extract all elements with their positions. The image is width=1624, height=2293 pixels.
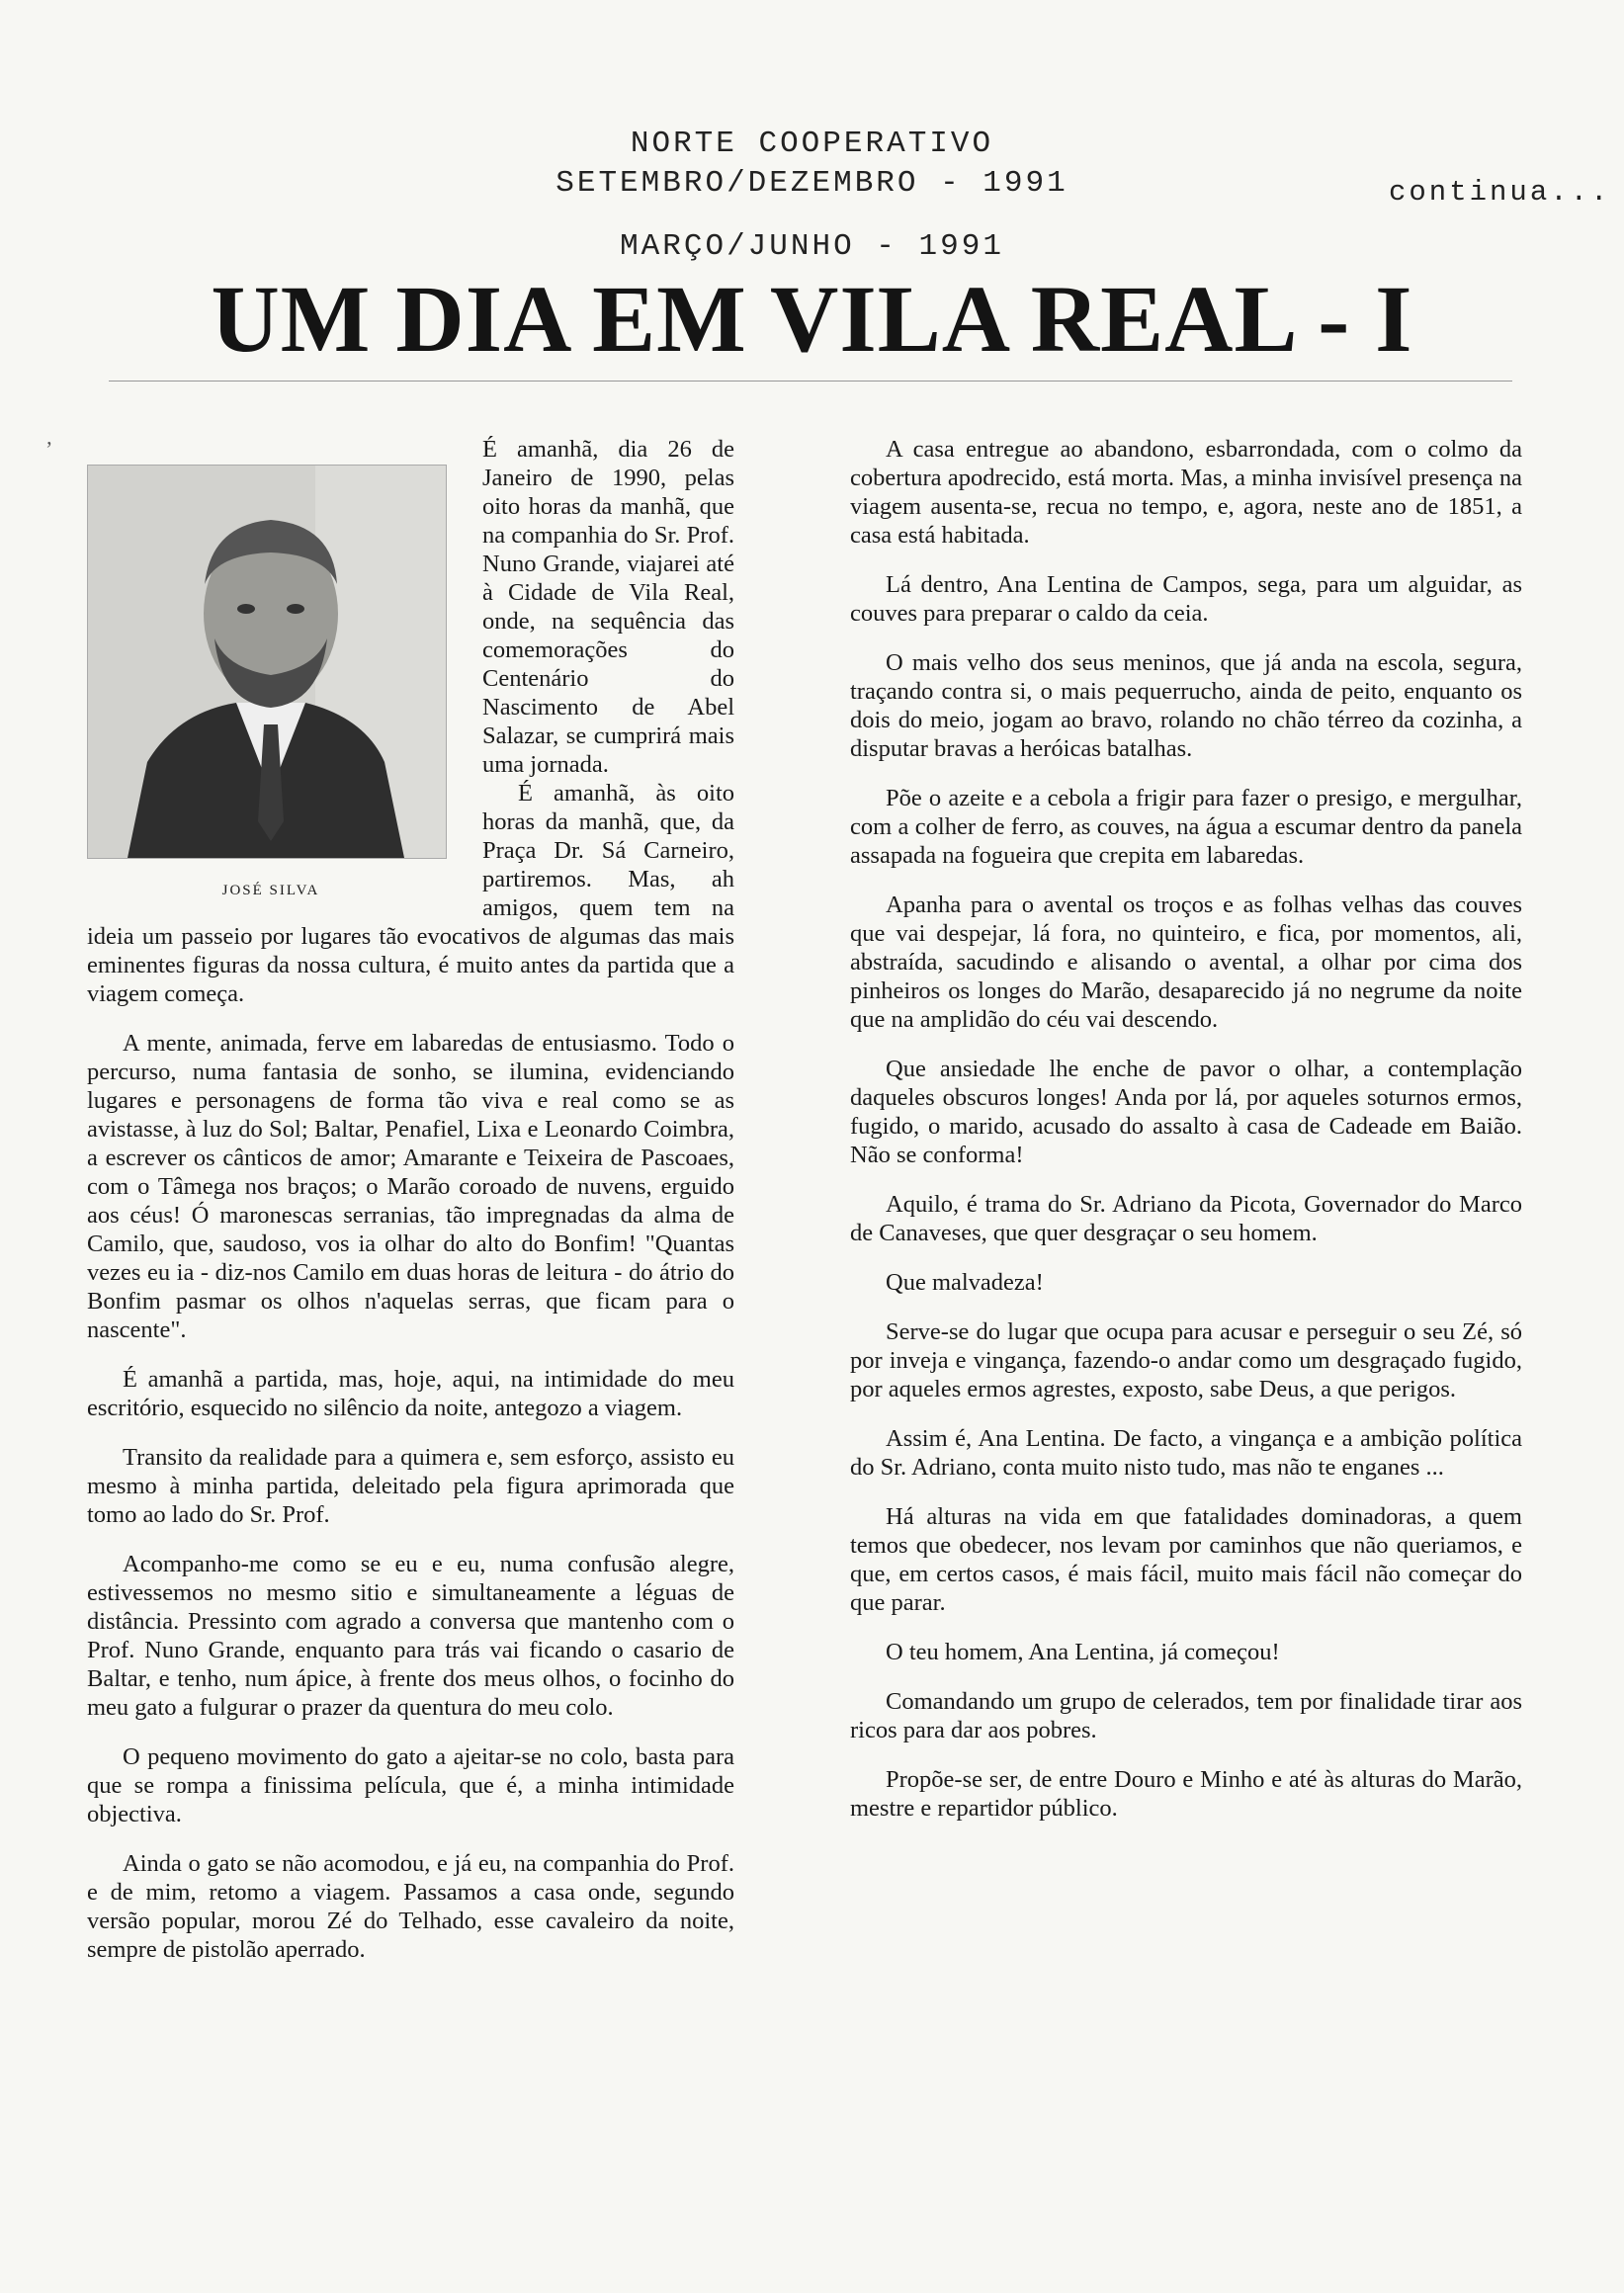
right-paragraph: Põe o azeite e a cebola a frigir para fazer o presigo, e mergulhar, com a colher de ferro, as couves, na água a escumar dentro da panela assapada na fogueira que crepita em labaredas. bbox=[850, 785, 1522, 869]
photo-caption: JOSÉ SILVA bbox=[221, 883, 320, 898]
left-paragraph: Transito da realidade para a quimera e, sem esforço, assisto eu mesmo à minha partida, deleitado pela figura aprimorada que tomo ao lado do Sr. Prof. bbox=[87, 1444, 734, 1528]
right-paragraph: O teu homem, Ana Lentina, já começou! bbox=[886, 1639, 1280, 1665]
left-paragraph: Ainda o gato se não acomodou, e já eu, na companhia do Prof. e de mim, retomo a viagem. Passamos a casa onde, segundo versão popular, morou Zé do Telhado, esse cavaleiro da noite, sempre de pistolão aperrado. bbox=[87, 1850, 734, 1963]
right-paragraph: O mais velho dos seus meninos, que já anda na escola, segura, traçando contra si, o mais pequerrucho, ainda de peito, enquanto os dois do meio, jogam ao bravo, rolando no chão térreo da cozinha, a disputar bravas a heróicas batalhas. bbox=[850, 649, 1522, 762]
right-paragraph: Assim é, Ana Lentina. De facto, a vingança e a ambição política do Sr. Adriano, conta muito nisto tudo, mas não te enganes ... bbox=[850, 1425, 1522, 1481]
left-column bbox=[87, 435, 734, 1985]
left-paragraph: O pequeno movimento do gato a ajeitar-se no colo, basta para que se rompa a finissima película, que é, a minha intimidade objectiva. bbox=[87, 1743, 734, 1827]
right-paragraph: Que ansiedade lhe enche de pavor o olhar, a contemplação daqueles obscuros longes! Anda por lá, por aqueles soturnos ermos, fugido, o marido, acusado do assalto à casa de Cadeade em Baião. Não se conforma! bbox=[850, 1056, 1522, 1168]
right-paragraph: Há alturas na vida em que fatalidades dominadoras, a quem temos que obedecer, nos levam por caminhos que não queriamos, e que, em certos casos, é mais fácil, muito mais fácil não começar do que parar. bbox=[850, 1503, 1522, 1616]
left-paragraph: Acompanho-me como se eu e eu, numa confusão alegre, estivessemos no mesmo sitio e simultaneamente a léguas de distância. Pressinto com agrado a conversa que mantenho com o Prof. Nuno Grande, enquanto para trás vai ficando o casario de Baltar, e tenho, num ápice, à frente dos meus olhos, o focinho do meu gato a fulgurar o prazer da quentura do meu colo. bbox=[87, 1551, 734, 1721]
right-paragraph: Apanha para o avental os troços e as folhas velhas das couves que vai despejar, lá fora, no quinteiro, e fica, por momentos, ali, abstraída, sacudindo e alisando o avental, a olhar por cima dos pinheiros os longes do Marão, desaparecido já no negrume da noite que na amplidão do céu vai descendo. bbox=[850, 892, 1522, 1033]
article-headline: UM DIA EM VILA REAL - I bbox=[211, 266, 1413, 372]
portrait-photo bbox=[87, 465, 447, 859]
lead-paragraph: É amanhã, dia 26 de Janeiro de 1990, pelas oito horas da manhã, que na companhia do Sr. Prof. Nuno Grande, viajarei até à Cidade de Vila Real, onde, na sequência das comemorações do Centenário do Nascimento de Abel Salazar, se cumprirá mais uma jornada. bbox=[482, 436, 734, 778]
margin-mark: ʼ bbox=[45, 437, 53, 462]
publication-name: NORTE COOPERATIVO bbox=[630, 127, 994, 161]
headline-divider bbox=[109, 381, 1512, 382]
portrait-figure bbox=[87, 465, 455, 909]
portrait-illustration bbox=[88, 466, 446, 858]
left-paragraph: A mente, animada, ferve em labaredas de entusiasmo. Todo o percurso, numa fantasia de sonho, se ilumina, evidenciando lugares e personagens de forma tão viva e real como se as avistasse, à luz do Sol; Baltar, Penafiel, Lixa e Leonardo Coimbra, a escrever os cânticos de amor; Amarante e Teixeira de Pascoaes, com o Tâmega nos braços; o Marão coroado de nuvens, erguido aos céus! Ó maronescas serranias, tão impregnadas da alma de Camilo, que, saudoso, vos ia olhar do alto do Bonfim! "Quantas vezes eu ia - diz-nos Camilo em duas horas de leitura - do átrio do Bonfim pasmar os olhos n'aquelas serras, que ficam para o nascente". bbox=[87, 1030, 734, 1343]
right-paragraph: A casa entregue ao abandono, esbarrondada, com o colmo da cobertura apodrecido, está morta. Mas, a minha invisível presença na viagem ausenta-se, recua no tempo, e, agora, neste ano de 1851, a casa está habitada. bbox=[850, 436, 1522, 549]
continued-note: continua... bbox=[1389, 176, 1611, 209]
right-paragraph: Serve-se do lugar que ocupa para acusar e perseguir o seu Zé, só por inveja e vingança, fazendo-o andar como um desgraçado fugido, por aqueles ermos agrestes, exposto, sabe Deus, a que perigos. bbox=[850, 1318, 1522, 1402]
right-paragraph: Lá dentro, Ana Lentina de Campos, sega, para um alguidar, as couves para preparar o caldo da ceia. bbox=[850, 571, 1522, 627]
right-paragraph: Que malvadeza! bbox=[886, 1269, 1044, 1296]
right-paragraph: Propõe-se ser, de entre Douro e Minho e até às alturas do Marão, mestre e repartidor público. bbox=[850, 1766, 1522, 1822]
issue-date: SETEMBRO/DEZEMBRO - 1991 bbox=[556, 166, 1068, 201]
right-paragraph: Aquilo, é trama do Sr. Adriano da Picota, Governador do Marco de Canaveses, que quer desgraçar o seu homem. bbox=[850, 1191, 1522, 1246]
left-paragraph: É amanhã, às oito horas da manhã, que, da Praça Dr. Sá Carneiro, partiremos. Mas, ah amigos, quem tem na ideia um passeio por lugares tão evocativos de algumas das mais eminentes figuras da nossa cultura, é muito antes da partida que a viagem começa. bbox=[87, 780, 734, 1007]
original-issue-date: MARÇO/JUNHO - 1991 bbox=[620, 229, 1004, 264]
right-column bbox=[850, 435, 1522, 1843]
left-paragraph: É amanhã a partida, mas, hoje, aqui, na intimidade do meu escritório, esquecido no silêncio da noite, antegozo a viagem. bbox=[87, 1366, 734, 1421]
right-paragraph: Comandando um grupo de celerados, tem por finalidade tirar aos ricos para dar aos pobres. bbox=[850, 1688, 1522, 1743]
